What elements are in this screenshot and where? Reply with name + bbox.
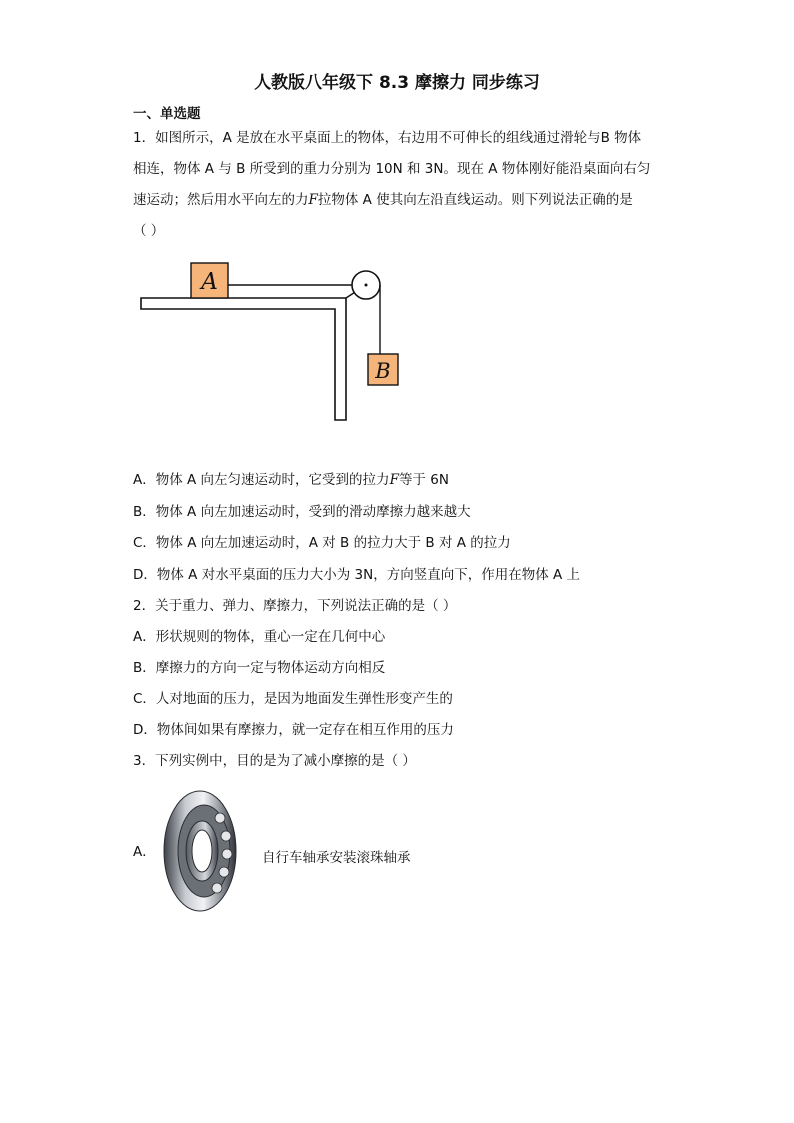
q2-option-a: A．形状规则的物体，重心一定在几何中心	[133, 629, 386, 645]
q1-option-d: D．物体 A 对水平桌面的压力大小为 3N，方向竖直向下，作用在物体 A 上	[133, 567, 581, 583]
q1-line-1: 1．如图所示，A 是放在水平桌面上的物体，右边用不可伸长的组线通过滑轮与B 物体	[133, 130, 642, 146]
pulley-axle	[365, 284, 368, 287]
force-symbol: F	[389, 472, 399, 488]
bearing-ball	[219, 867, 229, 877]
ball-bearing-image	[160, 788, 240, 914]
section-heading: 一、单选题	[133, 106, 201, 122]
q1-line-3-end: 拉物体 A 使其向左沿直线运动。则下列说法正确的是	[317, 192, 633, 208]
bearing-ball	[221, 831, 231, 841]
table-outline	[141, 298, 346, 420]
q3-stem: 3．下列实例中，目的是为了减小摩擦的是（ ）	[133, 753, 416, 769]
q1-line-4: （ ）	[133, 223, 165, 239]
bearing-bore	[192, 830, 212, 872]
q1-option-a-start: A．物体 A 向左匀速运动时，它受到的拉力	[133, 472, 390, 488]
q1-option-a	[133, 470, 449, 490]
q1-option-a-end: 等于 6N	[398, 472, 449, 488]
q2-option-d: D．物体间如果有摩擦力，就一定存在相互作用的压力	[133, 722, 454, 738]
q2-stem: 2．关于重力、弹力、摩擦力，下列说法正确的是（ ）	[133, 598, 457, 614]
q3-option-a-label: A．	[133, 844, 156, 860]
q2-option-b: B．摩擦力的方向一定与物体运动方向相反	[133, 660, 386, 676]
q1-line-3	[133, 190, 633, 210]
bearing-ball	[212, 883, 222, 893]
pulley-figure	[138, 258, 408, 424]
force-symbol: F	[308, 192, 318, 208]
block-a-label: A	[201, 269, 218, 295]
q1-option-c: C．物体 A 向左加速运动时，A 对 B 的拉力大于 B 对 A 的拉力	[133, 535, 511, 551]
q1-line-2: 相连，物体 A 与 B 所受到的重力分别为 10N 和 3N。现在 A 物体刚好能沿桌面向右匀	[133, 161, 651, 177]
q1-option-b: B．物体 A 向左加速运动时，受到的滑动摩擦力越来越大	[133, 504, 471, 520]
bearing-ball	[215, 813, 225, 823]
q2-option-c: C．人对地面的压力，是因为地面发生弹性形变产生的	[133, 691, 453, 707]
block-b-label: B	[375, 359, 391, 383]
q3-option-a-text: 自行车轴承安装滚珠轴承	[262, 850, 411, 866]
page-title: 人教版八年级下 8.3 摩擦力 同步练习	[254, 73, 540, 93]
q1-line-3-start: 速运动；然后用水平向左的力	[133, 192, 309, 208]
bearing-ball	[222, 849, 232, 859]
